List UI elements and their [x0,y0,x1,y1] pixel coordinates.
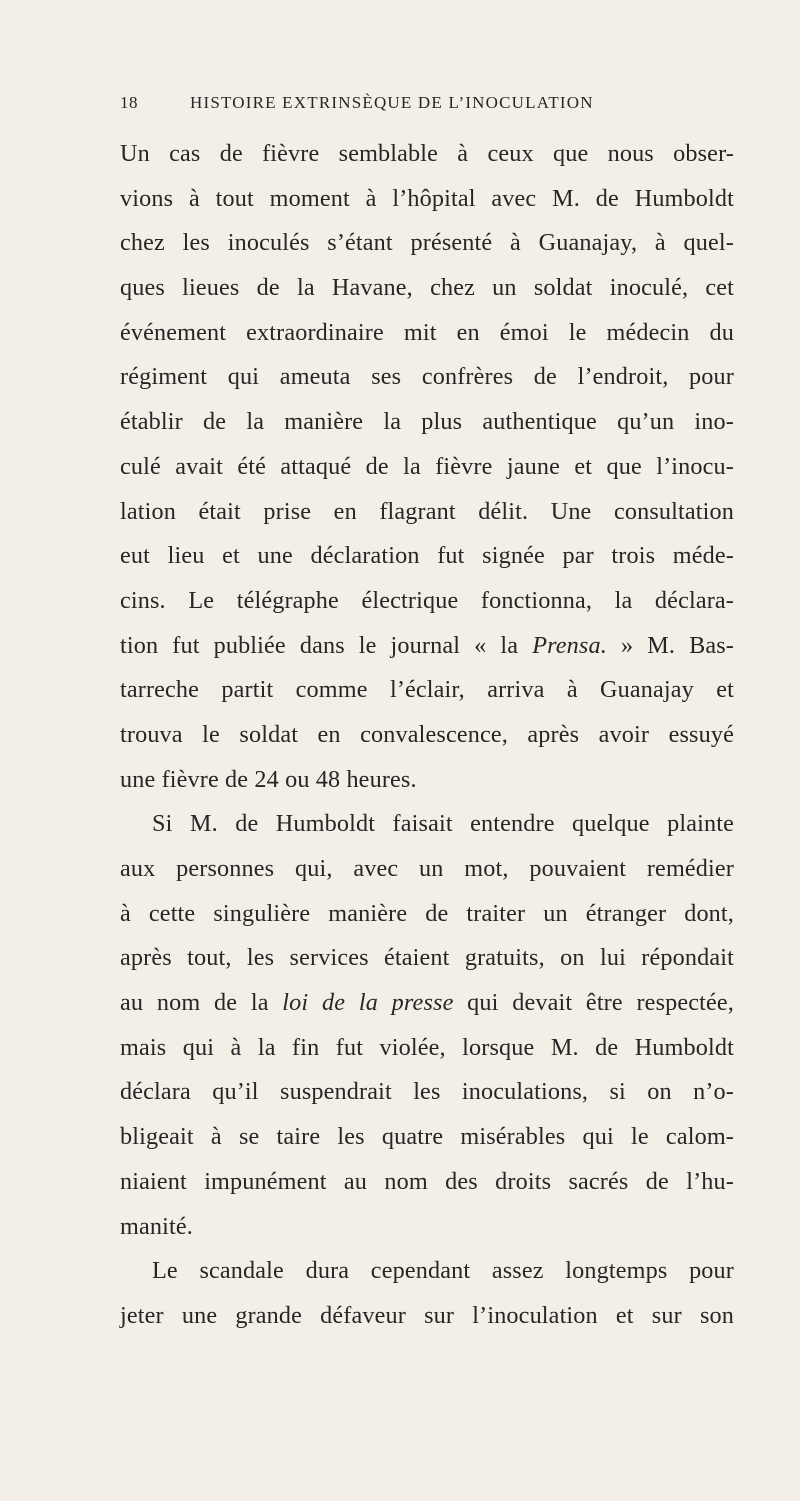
text-line: jeter une grande défaveur sur l’inoculation et sur son [120,1301,734,1329]
text-line: établir de la manière la plus authentique qu’un ino- [120,408,734,436]
text-line: cins. Le télégraphe électrique fonctionna, la déclara- [120,586,734,614]
text-line: vions à tout moment à l’hôpital avec M. de Humboldt [120,184,734,212]
text-line: niaient impunément au nom des droits sacrés de l’hu- [120,1167,734,1195]
text-line: chez les inoculés s’étant présenté à Guanajay, à quel- [120,229,734,257]
line-head: au nom de la [120,989,283,1017]
page-number: 18 [120,93,138,112]
running-title: HISTOIRE EXTRINSÈQUE DE L’INOCULATION [190,93,594,112]
line-tail: qui devait être respectée, [453,989,734,1017]
line-tail: » M. Bas- [606,631,735,659]
running-head [120,93,730,123]
text-line: Le scandale dura cependant assez longtemps pour [152,1257,734,1285]
text-line: lation était prise en flagrant délit. Une consultation [120,497,734,525]
text-line: une fièvre de 24 ou 48 heures. [120,765,417,793]
text-line: après tout, les services étaient gratuits, on lui répondait [120,944,734,972]
text-line: Un cas de fièvre semblable à ceux que nous obser- [120,140,734,167]
italic-law-name: loi de la presse [282,989,454,1017]
text-line-with-italic [120,981,734,1026]
line-head: tion fut publiée dans le journal « la [120,631,533,659]
text-line: mais qui à la fin fut violée, lorsque M. de Humboldt [120,1033,734,1061]
text-line: trouva le soldat en convalescence, après avoir essuyé [120,720,734,748]
text-line: eut lieu et une déclaration fut signée par trois méde- [120,542,734,570]
text-line-with-italic [120,624,734,669]
text-line: tarreche partit comme l’éclair, arriva à Guanajay et [120,676,734,704]
body-text [120,132,734,1339]
text-line: aux personnes qui, avec un mot, pouvaient remédier [120,855,734,882]
italic-newspaper-name: Prensa. [532,631,607,659]
text-line: à cette singulière manière de traiter un étranger dont, [120,899,734,927]
text-line: ques lieues de la Havane, chez un soldat inoculé, cet [120,274,734,302]
text-line: déclara qu’il suspendrait les inoculations, si on n’o- [120,1078,734,1106]
text-line: Si M. de Humboldt faisait entendre quelque plainte [152,810,734,838]
text-line: événement extraordinaire mit en émoi le médecin du [120,318,734,346]
text-line: culé avait été attaqué de la fièvre jaune et que l’inocu- [120,452,734,480]
text-line: bligeait à se taire les quatre misérables qui le calom- [120,1123,734,1151]
text-line: régiment qui ameuta ses confrères de l’endroit, pour [120,363,734,391]
text-line: manité. [120,1212,193,1240]
